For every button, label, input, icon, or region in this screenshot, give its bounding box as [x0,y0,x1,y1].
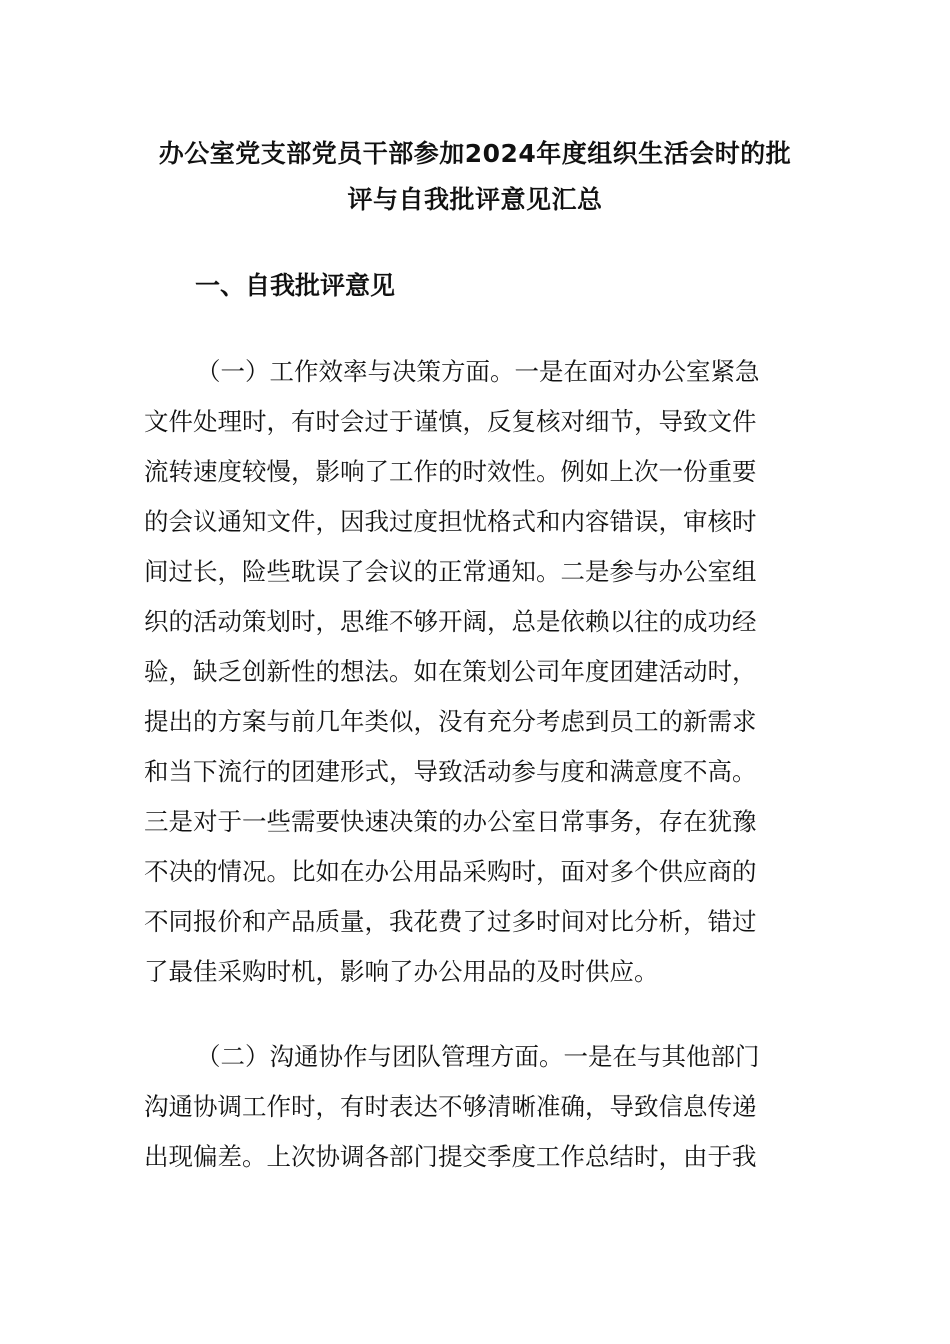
paragraph-line: 文件处理时，有时会过于谨慎，反复核对细节，导致文件 [144,407,757,436]
paragraph-work-efficiency [144,347,810,997]
paragraph-line: 沟通协调工作时，有时表达不够清晰准确，导致信息传递 [144,1092,757,1121]
paragraph-line: 提出的方案与前几年类似，没有充分考虑到员工的新需求 [144,707,757,736]
paragraph-line: 间过长，险些耽误了会议的正常通知。二是参与办公室组 [144,557,757,586]
title-line-2: 评与自我批评意见汇总 [347,185,603,214]
paragraph-line: 验，缺乏创新性的想法。如在策划公司年度团建活动时， [144,657,757,686]
document-title [140,131,810,223]
paragraph-line: 不同报价和产品质量，我花费了过多时间对比分析，错过 [144,907,757,936]
paragraph-line: 织的活动策划时，思维不够开阔，总是依赖以往的成功经 [144,607,757,636]
paragraph-communication [144,1032,810,1182]
paragraph-line: 的会议通知文件，因我过度担忧格式和内容错误，审核时 [144,507,757,536]
paragraph-line: 出现偏差。上次协调各部门提交季度工作总结时，由于我 [144,1142,757,1171]
paragraph-line: 流转速度较慢，影响了工作的时效性。例如上次一份重要 [144,457,757,486]
title-line-1: 办公室党支部党员干部参加2024年度组织生活会时的批 [158,139,792,168]
paragraph-line: （一）工作效率与决策方面。一是在面对办公室紧急 [196,357,760,386]
paragraph-line: 和当下流行的团建形式，导致活动参与度和满意度不高。 [144,757,757,786]
paragraph-line: 不决的情况。比如在办公用品采购时，面对多个供应商的 [144,857,757,886]
section-heading-self-criticism: 一、自我批评意见 [195,271,396,300]
paragraph-line: （二）沟通协作与团队管理方面。一是在与其他部门 [196,1042,760,1071]
paragraph-line: 三是对于一些需要快速决策的办公室日常事务，存在犹豫 [144,807,757,836]
paragraph-line: 了最佳采购时机，影响了办公用品的及时供应。 [144,957,659,986]
